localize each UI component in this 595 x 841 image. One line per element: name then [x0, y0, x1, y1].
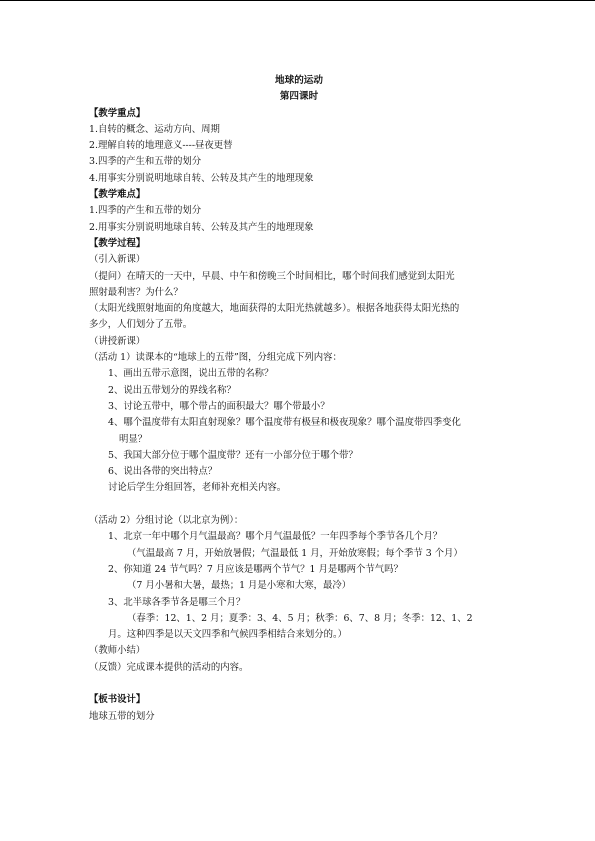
activity1-item: 3、讨论五带中，哪个带占的面积最大？哪个带最小？	[108, 400, 330, 412]
blank-line	[89, 497, 509, 513]
activity2-answer: （春季：12、1、2 月；夏季：3、4、5 月；秋季：6、7、8 月；冬季：12、1、2	[127, 612, 473, 624]
question-text: （提问）在晴天的一天中，早晨、中午和傍晚三个时间相比，哪个时间我们感觉到太阳光	[89, 270, 455, 282]
activity2-answer: 月。这种四季是以天文四季和气候四季相结合来划分的。）	[108, 629, 348, 641]
activity2-intro: （活动 2）分组讨论（以北京为例）：	[89, 515, 244, 527]
key-point-item: 1.自转的概念、运动方向、周期	[89, 123, 220, 135]
document-title: 地球的运动	[275, 75, 323, 86]
activity1-intro: （活动 1）读课本的“地球上的五带”图，分组完成下列内容：	[89, 352, 342, 364]
activity1-item: 6、说出各带的突出特点？	[108, 466, 218, 478]
activity2-answer: （气温最高 7 月，开始放暑假；气温最低 1 月，开始放寒假；每个季节 3 个月）	[127, 547, 463, 559]
key-points-heading: 【教学重点】	[89, 107, 146, 119]
process-heading: 【教学过程】	[89, 237, 146, 249]
difficult-point-item: 2.用事实分别说明地球自转、公转及其产生的地理现象	[89, 221, 314, 233]
activity1-item: 5、我国大部分位于哪个温度带？还有一小部分位于哪个带？	[108, 449, 358, 461]
key-point-item: 3.四季的产生和五带的划分	[89, 156, 202, 168]
activity2-item: 1、北京一年中哪个月气温最高？哪个月气温最低？一年四季每个季节各几个月？	[108, 531, 443, 543]
activity2-item: 3、北半球各季节各是哪三个月？	[108, 596, 246, 608]
board-heading: 【板书设计】	[89, 694, 146, 706]
key-point-item: 2.理解自转的地理意义----昼夜更替	[89, 140, 233, 152]
document-body	[89, 73, 509, 725]
activity1-item: 2、说出五带划分的界线名称？	[108, 384, 236, 396]
board-text: 地球五带的划分	[89, 710, 155, 722]
activity2-item: 2、你知道 24 节气吗？7 月应该是哪两个节气？1 月是哪两个节气吗？	[108, 563, 403, 575]
activity1-item: 1、画出五带示意图，说出五带的名称？	[108, 368, 274, 380]
difficult-point-item: 1.四季的产生和五带的划分	[89, 205, 202, 217]
lecture-label: （讲授新课）	[89, 335, 146, 347]
question-text: 照射最利害？为什么？	[89, 286, 183, 298]
key-point-item: 4.用事实分别说明地球自转、公转及其产生的地理现象	[89, 172, 314, 184]
intro-label: （引入新课）	[89, 254, 146, 266]
activity1-note: 讨论后学生分组回答，老师补充相关内容。	[108, 482, 287, 494]
activity2-answer: （7 月小暑和大暑，最热；1 月是小寒和大寒，最冷）	[127, 580, 352, 592]
activity1-item: 4、哪个温度带有太阳直射现象？哪个温度带有极昼和极夜现象？哪个温度带四季变化	[108, 417, 461, 429]
top-border-line	[0, 0, 595, 1]
answer-text: 多少，人们划分了五带。	[89, 319, 193, 331]
answer-text: （太阳光线照射地面的角度越大，地面获得的太阳光热就越多）。根据各地获得太阳光热的	[89, 303, 460, 315]
blank-line	[89, 676, 509, 692]
feedback-text: （反馈）完成课本提供的活动的内容。	[89, 661, 249, 673]
activity1-item-continued: 明显？	[119, 433, 148, 445]
summary-label: （教师小结）	[89, 645, 146, 657]
difficult-points-heading: 【教学难点】	[89, 189, 146, 201]
document-subtitle: 第四课时	[279, 91, 319, 103]
